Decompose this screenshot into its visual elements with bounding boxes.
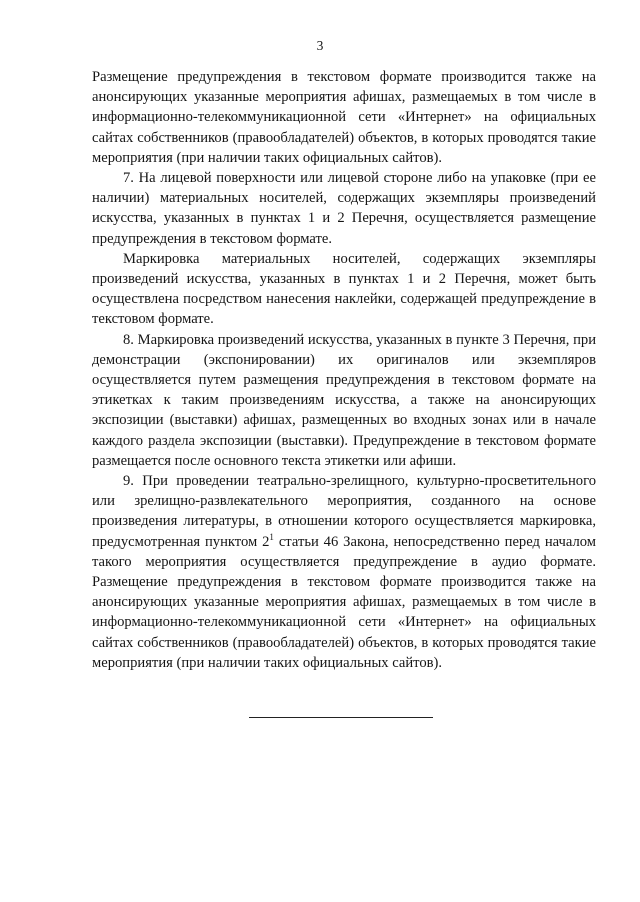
- paragraph-item-7: 7. На лицевой поверхности или лицевой стороне либо на упаковке (при ее наличии) материальных носителей, содержащих экземпляры произведений искусства, указанных в пунктах 1 и 2 Перечня, осуществляется размещение предупреждения в текстовом формате.: [92, 170, 596, 247]
- paragraph-item-8: 8. Маркировка произведений искусства, указанных в пункте 3 Перечня, при демонстрации (экспонировании) их оригиналов или экземпляров осуществляется путем размещения предупреждения в текстовом формате на этикетках к таким произведениям искусства, а также на анонсирующих экспозиции (выставки) афишах, размещенных во входных зонах или в начале каждого раздела экспозиции (выставки). Предупреждение в текстовом формате размещается после основного текста этикетки или афиши.: [92, 331, 596, 469]
- paragraph-item-9-text-before: 9. При проведении театрально-зрелищного, культурно-просветительного или зрелищно-развлекательного мероприятия, созданного на основе произведения литературы, в отношении которого осуществляется маркировка, предусмотренная пунктом 2: [92, 473, 596, 550]
- paragraph-labeling-note: Маркировка материальных носителей, содержащих экземпляры произведений искусства, указанных в пунктах 1 и 2 Перечня, может быть осуществлена посредством нанесения наклейки, содержащей предупреждение в текстовом формате.: [92, 250, 596, 328]
- paragraph-continuation: Размещение предупреждения в текстовом формате производится также на анонсирующих указанные мероприятия афишах, размещаемых в том числе в информационно-телекоммуникационной сети «Интернет» на официальных сайтах собственников (правообладателей) объектов, в которых проводятся такие мероприятия (при наличии таких официальных сайтов).: [92, 69, 596, 166]
- document-body: [92, 67, 596, 673]
- end-separator-line: [249, 717, 433, 718]
- paragraph-item-9: [92, 471, 596, 673]
- page-number: 3: [316, 38, 324, 53]
- paragraph-item-9-text-after: статьи 46 Закона, непосредственно перед началом такого мероприятия осуществляется предупреждение в аудио формате. Размещение предупреждения в текстовом формате производится также на анонсирующих указанные мероприятия афишах, размещаемых в том числе в информационно-телекоммуникационной сети «Интернет» на официальных сайтах собственников (правообладателей) объектов, в которых проводятся такие мероприятия (при наличии таких официальных сайтов).: [92, 533, 597, 671]
- paragraph-item-9-superscript: 1: [269, 531, 274, 542]
